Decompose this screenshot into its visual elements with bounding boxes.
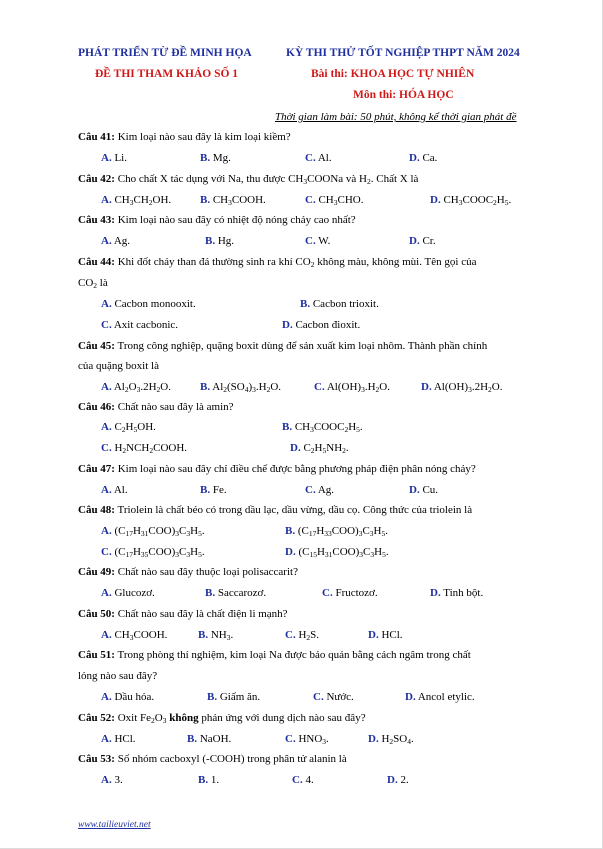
time-note: Thời gian làm bài: 50 phút, không kể thời gian phát đề: [275, 111, 517, 123]
option: C. Al.: [305, 152, 332, 164]
option: D. HCl.: [368, 629, 403, 641]
option: A. HCl.: [101, 733, 136, 745]
option: D. $Al(OH)_3.2H_2O$.: [421, 381, 503, 394]
option: A. Li.: [101, 152, 127, 164]
question: [78, 401, 234, 413]
option: D. Ca.: [409, 152, 438, 164]
option: A. $Al_2O_3.2H_2O$.: [101, 381, 171, 394]
option: D. 2.: [387, 774, 409, 786]
question-text: Kim loại nào sau đây chỉ điều chế được bằng phương pháp điện phân nóng chảy?: [117, 463, 476, 475]
option: A. 3.: [101, 774, 123, 786]
question: [78, 463, 476, 475]
option: B. Saccarozơ.: [205, 587, 267, 599]
option: D. Cu.: [409, 484, 439, 496]
question-continuation: của quặng boxit là: [78, 360, 159, 372]
option: B. 1.: [198, 774, 220, 786]
question-text: Số nhóm cacboxyl (-COOH) trong phân tử alanin là: [117, 753, 347, 765]
question-label: Câu 46:: [78, 401, 115, 413]
header-subject-group: Bài thi: KHOA HỌC TỰ NHIÊN: [311, 68, 475, 80]
option: D. $H_2SO_4$.: [368, 733, 414, 746]
question-text-before: Oxit $Fe_2O_3$: [117, 712, 167, 725]
option: C. $H_2NCH_2COOH$.: [101, 442, 188, 455]
question: [78, 340, 487, 352]
option: B. $CH_3COOH$.: [200, 194, 266, 207]
question-label: Câu 51:: [78, 649, 115, 661]
option: B. Cacbon trioxit.: [300, 298, 379, 310]
option: B. Hg.: [205, 235, 235, 247]
question-label: Câu 50:: [78, 608, 115, 620]
option: B. $Al_2(SO_4)_3.H_2O$.: [200, 381, 282, 394]
question-text-after: phản ứng với dung dịch nào sau đây?: [201, 712, 366, 724]
question-text: Triolein là chất béo có trong dầu lạc, dầu vừng, dầu cọ. Công thức của triolein là: [117, 504, 473, 516]
question: [78, 753, 347, 765]
footer-link[interactable]: www.tailieuviet.net: [78, 820, 151, 830]
question: [78, 608, 288, 620]
option: A. $CH_3CH_2OH$.: [101, 194, 172, 207]
option: C. $HNO_3$.: [285, 733, 329, 746]
option: C. $CH_3CHO$.: [305, 194, 364, 207]
question-label: Câu 43:: [78, 214, 115, 226]
question-text: Kim loại nào sau đây có nhiệt độ nóng chảy cao nhất?: [117, 214, 356, 226]
option: B. NaOH.: [187, 733, 232, 745]
header-exam-code: ĐỀ THI THAM KHẢO SỐ 1: [95, 68, 239, 80]
question-label: Câu 45:: [78, 340, 115, 352]
option: C. Ag.: [305, 484, 335, 496]
question: [78, 256, 476, 268]
option: B. $CH_3COOC_2H_5$.: [282, 421, 363, 434]
question: [78, 649, 471, 661]
option: A. Dầu hỏa.: [101, 691, 155, 703]
question-label: Câu 47:: [78, 463, 115, 475]
option: C. $(C_{17}H_{35}COO)_3C_3H_5$.: [101, 546, 205, 559]
option: A. $(C_{17}H_{31}COO)_3C_3H_5$.: [101, 525, 205, 538]
option: A. Glucozơ.: [101, 587, 155, 599]
option: C. Nước.: [313, 691, 354, 703]
option: B. $(C_{17}H_{33}COO)_3C_3H_5$.: [285, 525, 388, 538]
question: [78, 131, 291, 143]
question-label: Câu 49:: [78, 566, 115, 578]
option: A. Al.: [101, 484, 128, 496]
header-subject: Môn thi: HÓA HỌC: [353, 89, 454, 101]
option: A. $CH_3COOH$.: [101, 629, 168, 642]
option: B. Mg.: [200, 152, 231, 164]
option: D. Tinh bột.: [430, 587, 484, 599]
question-text: Khi đốt cháy than đá thường sinh ra khí $CO_2$ không màu, không mùi. Tên gọi của: [117, 256, 477, 269]
option: C. 4.: [292, 774, 314, 786]
question-text: Cho chất X tác dụng với Na, thu được $CH_3COONa$ và $H_2$. Chất X là: [117, 173, 419, 186]
question-continuation: $CO_2$ là: [78, 277, 108, 290]
option: C. Axit cacbonic.: [101, 319, 179, 331]
option: D. Ancol etylic.: [405, 691, 475, 703]
question-text: Trong công nghiệp, quặng boxit dùng để sản xuất kim loại nhôm. Thành phần chính: [117, 340, 488, 352]
option: A. Cacbon monooxit.: [101, 298, 196, 310]
option: B. $NH_3$.: [198, 629, 234, 642]
question-text: Kim loại nào sau đây là kim loại kiềm?: [117, 131, 291, 143]
question: [78, 504, 472, 516]
option: C. W.: [305, 235, 331, 247]
question-label: Câu 44:: [78, 256, 115, 268]
question-continuation: lỏng nào sau đây?: [78, 670, 158, 682]
question: [78, 712, 366, 724]
question: [78, 214, 356, 226]
question-label: Câu 53:: [78, 753, 115, 765]
question: [78, 173, 418, 185]
option: D. $C_2H_5NH_2$.: [290, 442, 349, 455]
option: B. Giấm ăn.: [207, 691, 261, 703]
option: D. Cacbon đioxit.: [282, 319, 361, 331]
question-label: Câu 48:: [78, 504, 115, 516]
option: C. Fructozơ.: [322, 587, 378, 599]
question-text-emphasis: không: [169, 712, 199, 724]
question-text: Trong phòng thí nghiệm, kim loại Na được bảo quản bằng cách ngâm trong chất: [117, 649, 471, 661]
question-label: Câu 42:: [78, 173, 115, 185]
option: C. $H_2S$.: [285, 629, 320, 642]
option: A. $C_2H_5OH$.: [101, 421, 156, 434]
header-left-title: PHÁT TRIỂN TỪ ĐỀ MINH HỌA: [78, 47, 252, 59]
header-exam-title: KỲ THI THỬ TỐT NGHIỆP THPT NĂM 2024: [286, 47, 520, 59]
option: D. $(C_{15}H_{31}COO)_3C_3H_5$.: [285, 546, 389, 559]
option: B. Fe.: [200, 484, 227, 496]
option: D. Cr.: [409, 235, 436, 247]
option: D. $CH_3COOC_2H_5$.: [430, 194, 512, 207]
question: [78, 566, 298, 578]
option: C. $Al(OH)_3.H_2O$.: [314, 381, 390, 394]
question-text: Chất nào sau đây là amin?: [117, 401, 234, 413]
question-label: Câu 41:: [78, 131, 115, 143]
question-label: Câu 52:: [78, 712, 115, 724]
question-text: Chất nào sau đây thuộc loại polisaccarit?: [117, 566, 298, 578]
option: A. Ag.: [101, 235, 131, 247]
question-text: Chất nào sau đây là chất điện li mạnh?: [117, 608, 288, 620]
